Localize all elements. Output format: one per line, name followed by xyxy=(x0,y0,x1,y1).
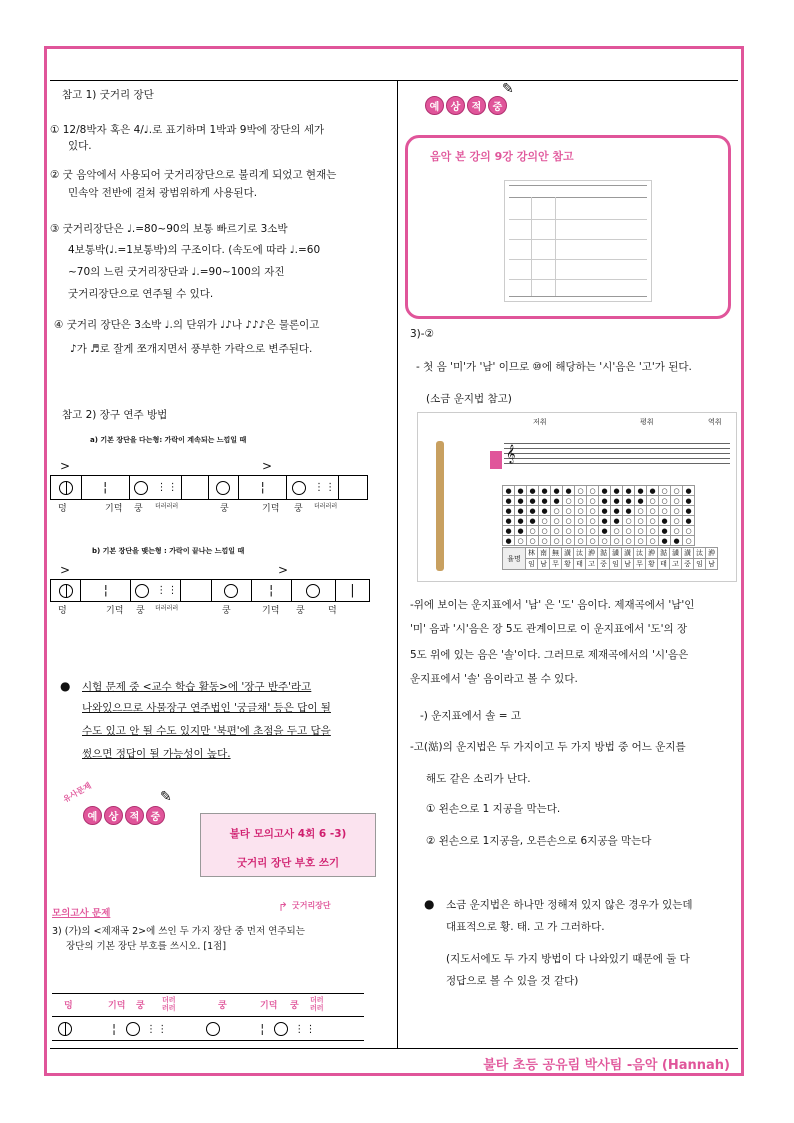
fingering-chart xyxy=(417,412,737,582)
open-hole: ○ xyxy=(551,536,563,546)
closed-hole: ● xyxy=(527,496,539,506)
beat-label: 기덕 xyxy=(262,606,280,616)
answer-label: 쿵 xyxy=(136,1001,145,1011)
open-hole: ○ xyxy=(587,526,599,536)
deong-symbol xyxy=(59,481,73,495)
method-line: ① 왼손으로 1 지공을 막는다. xyxy=(426,803,561,815)
closed-hole: ● xyxy=(635,496,647,506)
pattern-b-caption: b) 기본 장단을 맺는형 : 가락이 끝나는 느낌일 때 xyxy=(92,547,245,555)
open-hole: ○ xyxy=(587,496,599,506)
accent-mark: > xyxy=(60,563,71,577)
hole-row xyxy=(503,486,695,496)
roll-symbol: ⋮ ⋮ xyxy=(156,482,177,493)
open-hole: ○ xyxy=(623,536,635,546)
open-hole: ○ xyxy=(539,536,551,546)
beat-label: 쿵 xyxy=(136,606,145,616)
yesang-char: 예 xyxy=(83,806,102,825)
note: 汰 xyxy=(694,548,706,559)
sound: 고 xyxy=(670,559,682,570)
closed-hole: ● xyxy=(683,486,695,496)
similar-tag: 유사문제 xyxy=(61,780,93,805)
note: 汰 xyxy=(634,548,646,559)
go-line: 해도 같은 소리가 난다. xyxy=(426,773,531,785)
gideok-symbol: ¦ xyxy=(260,480,265,495)
go-line: -고(㴌)의 운지법은 두 가지이고 두 가지 방법 중 어느 운지를 xyxy=(410,741,686,753)
open-hole: ○ xyxy=(563,536,575,546)
kung-symbol xyxy=(274,1022,288,1036)
open-hole: ○ xyxy=(623,516,635,526)
open-hole: ○ xyxy=(575,486,587,496)
closed-hole: ● xyxy=(599,506,611,516)
sound: 남 xyxy=(622,559,634,570)
open-hole: ○ xyxy=(683,526,695,536)
deong-symbol xyxy=(59,584,73,598)
kung-symbol xyxy=(134,481,148,495)
note: 㴌 xyxy=(658,548,670,559)
fing-group: 저취 xyxy=(533,418,547,426)
kung-symbol xyxy=(292,481,306,495)
pen-icon: ✎ xyxy=(160,789,172,805)
explanation-line: 운지표에서 '솔' 음이라고 볼 수 있다. xyxy=(410,673,578,685)
hole-row xyxy=(503,536,695,546)
closed-hole: ● xyxy=(659,536,671,546)
open-hole: ○ xyxy=(611,526,623,536)
ref1-line: ② 굿 음악에서 사용되어 굿거리장단으로 불리게 되었고 현재는 xyxy=(50,169,337,181)
kung-symbol xyxy=(224,584,238,598)
open-hole: ○ xyxy=(635,536,647,546)
lecture-ref-box xyxy=(405,135,731,319)
fing-group: 평취 xyxy=(640,418,654,426)
open-hole: ○ xyxy=(671,506,683,516)
sound: 무 xyxy=(634,559,646,570)
yesang-char: 중 xyxy=(488,96,507,115)
ref1-line: ④ 굿거리 장단은 3소박 ♩.의 단위가 ♩♪나 ♪♪♪은 물론이고 xyxy=(54,319,320,331)
answer-label: 기덕 xyxy=(260,1001,278,1011)
open-hole: ○ xyxy=(647,516,659,526)
closed-hole: ● xyxy=(683,516,695,526)
roll-symbol: ⋮ ⋮ xyxy=(156,585,177,596)
open-hole: ○ xyxy=(551,526,563,536)
open-hole: ○ xyxy=(575,536,587,546)
open-hole: ○ xyxy=(515,536,527,546)
sound: 남 xyxy=(706,559,718,570)
mock-box-line: 굿거리 장단 부호 쓰기 xyxy=(236,857,340,869)
sogeum-flute-icon xyxy=(436,441,444,571)
pattern-a-caption: a) 기본 장단을 다는형: 가락이 계속되는 느낌일 때 xyxy=(90,436,247,444)
treble-clef-icon: 𝄞 xyxy=(506,444,516,463)
open-hole: ○ xyxy=(683,536,695,546)
note: 㶂 xyxy=(610,548,622,559)
open-hole: ○ xyxy=(599,536,611,546)
ref1-title: 참고 1) 굿거리 장단 xyxy=(62,89,154,101)
open-hole: ○ xyxy=(587,536,599,546)
footer: 불타 초등 공유림 박사팀 -음악 (Hannah) xyxy=(483,1058,730,1073)
bullet-line: 나와있으므로 사물장구 연주법인 '궁글채' 등은 답이 될 xyxy=(82,702,331,714)
ref1-line: 민속악 전반에 걸쳐 광범위하게 사용된다. xyxy=(68,187,258,199)
beat-label: 더러러러 xyxy=(314,503,338,510)
explanation-line: -위에 보이는 운지표에서 '남' 은 '도' 음이다. 제재곡에서 '남'인 xyxy=(410,599,695,611)
closed-hole: ● xyxy=(551,486,563,496)
closed-hole: ● xyxy=(683,496,695,506)
kung-symbol xyxy=(306,584,320,598)
kung-symbol xyxy=(206,1022,220,1036)
note: 南 xyxy=(538,548,550,559)
ref1-line: ~70의 느린 굿거리장단과 ♩.=90~100의 자진 xyxy=(68,266,285,278)
sound: 중 xyxy=(682,559,694,570)
ref1-line: ① 12/8박자 혹은 4/♩.로 표기하며 1박과 9박에 장단의 세가 xyxy=(50,124,325,136)
open-hole: ○ xyxy=(587,516,599,526)
closed-hole: ● xyxy=(599,496,611,506)
open-hole: ○ xyxy=(623,526,635,536)
closed-hole: ● xyxy=(503,486,515,496)
pattern-b-labels xyxy=(50,603,370,617)
note: 㴌 xyxy=(598,548,610,559)
beat-label: 쿵 xyxy=(222,606,231,616)
sound: 고 xyxy=(586,559,598,570)
bullet-line: 수도 있고 안 될 수도 있지만 '북편'에 초점을 두고 답을 xyxy=(82,725,331,737)
open-hole: ○ xyxy=(527,526,539,536)
open-hole: ○ xyxy=(575,506,587,516)
eq-line: -) 운지표에서 솔 = 고 xyxy=(420,710,522,722)
sound: 임 xyxy=(526,559,538,570)
beat-label: 기덕 xyxy=(262,504,280,514)
open-hole: ○ xyxy=(635,516,647,526)
fingering-names xyxy=(502,547,718,570)
sound: 태 xyxy=(574,559,586,570)
hole-row xyxy=(503,496,695,506)
roll-symbol: ⋮ ⋮ xyxy=(313,482,335,493)
note: 㶂 xyxy=(670,548,682,559)
open-hole: ○ xyxy=(539,516,551,526)
open-hole: ○ xyxy=(563,506,575,516)
mock-question: 장단의 기본 장단 부호를 쓰시오. [1점] xyxy=(66,941,227,952)
sound: 중 xyxy=(598,559,610,570)
chart-label-box xyxy=(490,451,502,469)
closed-hole: ● xyxy=(527,506,539,516)
closed-hole: ● xyxy=(683,506,695,516)
answer-line: - 첫 음 '미'가 '남' 이므로 ⑩에 해당하는 '시'음은 '고'가 된다. xyxy=(416,361,692,373)
kung-symbol xyxy=(135,584,149,598)
open-hole: ○ xyxy=(551,506,563,516)
open-hole: ○ xyxy=(635,526,647,536)
answer-label: 쿵 xyxy=(290,1001,299,1011)
open-hole: ○ xyxy=(671,486,683,496)
closed-hole: ● xyxy=(599,526,611,536)
sound: 임 xyxy=(610,559,622,570)
bullet-dot: ● xyxy=(60,679,71,693)
beat-label: 기덕 xyxy=(105,504,123,514)
gideok-symbol: ¦ xyxy=(102,480,108,495)
pattern-a-labels xyxy=(50,501,370,515)
closed-hole: ● xyxy=(611,496,623,506)
accent-mark: > xyxy=(262,459,273,473)
accent-mark: > xyxy=(278,563,289,577)
closed-hole: ● xyxy=(623,486,635,496)
staff xyxy=(504,443,730,467)
answer-label: 더러 러러 xyxy=(162,996,176,1012)
note-line: 대표적으로 황. 태. 고 가 그러하다. xyxy=(446,921,605,933)
beat-label: 더러러러 xyxy=(155,503,179,510)
method-line: ② 왼손으로 1지공을, 오른손으로 6지공을 막는다 xyxy=(426,835,652,847)
closed-hole: ● xyxy=(515,516,527,526)
deok-symbol: | xyxy=(350,583,355,598)
open-hole: ○ xyxy=(575,516,587,526)
ref1-line: 굿거리장단으로 연주될 수 있다. xyxy=(68,288,214,300)
arrow-icon: ↱ xyxy=(278,900,289,914)
roll-symbol: ⋮ ⋮ xyxy=(146,1023,167,1035)
mock-title: 모의고사 문제 xyxy=(52,908,111,919)
closed-hole: ● xyxy=(551,496,563,506)
closed-hole: ● xyxy=(539,486,551,496)
yesang-char: 상 xyxy=(104,806,123,825)
note: 無 xyxy=(550,548,562,559)
open-hole: ○ xyxy=(671,526,683,536)
answer-label: 기덕 xyxy=(108,1001,126,1011)
closed-hole: ● xyxy=(503,516,515,526)
note: 㳞 xyxy=(646,548,658,559)
note-line: 소금 운지법은 하나만 정해져 있지 않은 경우가 있는데 xyxy=(446,899,693,911)
note: 潢 xyxy=(622,548,634,559)
yesang-char: 예 xyxy=(425,96,444,115)
explanation-line: '미' 음과 '시'음은 장 5도 관계이므로 이 운지표에서 '도'의 장 xyxy=(410,623,688,635)
gideok-symbol: ¦ xyxy=(260,1022,265,1036)
ref2-title: 참고 2) 장구 연주 방법 xyxy=(62,409,168,421)
closed-hole: ● xyxy=(659,526,671,536)
note-paren: (지도서에도 두 가지 방법이 다 나와있기 때문에 둘 다 xyxy=(446,953,690,965)
janggu-pattern-a xyxy=(50,475,368,500)
beat-label: 쿵 xyxy=(296,606,305,616)
kung-symbol xyxy=(216,481,230,495)
closed-hole: ● xyxy=(503,536,515,546)
answer-number: 3)-② xyxy=(410,328,434,340)
fingering-table xyxy=(502,485,695,546)
note: 汰 xyxy=(574,548,586,559)
ref1-line: 4보통박(♩.=1보통박)의 구조이다. (속도에 따라 ♩.=60 xyxy=(68,244,321,256)
ref1-line: ③ 굿거리장단은 ♩.=80~90의 보통 빠르기로 3소박 xyxy=(50,223,288,235)
answer-label: 덩 xyxy=(64,1001,73,1011)
beat-label: 덩 xyxy=(58,606,67,616)
lecture-thumbnail xyxy=(504,180,652,302)
beat-label: 기덕 xyxy=(106,606,124,616)
closed-hole: ● xyxy=(671,536,683,546)
open-hole: ○ xyxy=(647,496,659,506)
answer-label: 쿵 xyxy=(218,1001,227,1011)
open-hole: ○ xyxy=(575,496,587,506)
open-hole: ○ xyxy=(563,496,575,506)
answer-labels xyxy=(52,998,364,1016)
closed-hole: ● xyxy=(635,486,647,496)
explanation-line: 5도 위에 있는 음은 '솔'이다. 그러므로 제재곡에서의 '시'음은 xyxy=(410,649,689,661)
mock-arrow-label: 굿거리장단 xyxy=(292,901,331,910)
closed-hole: ● xyxy=(503,496,515,506)
hole-row xyxy=(503,506,695,516)
note: 㳞 xyxy=(706,548,718,559)
closed-hole: ● xyxy=(527,516,539,526)
sound: 무 xyxy=(550,559,562,570)
fingering-ref: (소금 운지법 참고) xyxy=(426,393,512,405)
yesang-badge xyxy=(425,96,507,115)
sound: 태 xyxy=(658,559,670,570)
beat-label: 쿵 xyxy=(294,504,303,514)
gideok-symbol: ¦ xyxy=(112,1022,117,1036)
gideok-symbol: ¦ xyxy=(103,583,108,598)
yesang-char: 적 xyxy=(467,96,486,115)
note: 㳞 xyxy=(586,548,598,559)
bullet-line: 썼으면 정답이 될 가능성이 높다. xyxy=(82,748,231,760)
closed-hole: ● xyxy=(599,486,611,496)
open-hole: ○ xyxy=(527,536,539,546)
yesang-char: 상 xyxy=(446,96,465,115)
closed-hole: ● xyxy=(623,496,635,506)
open-hole: ○ xyxy=(659,486,671,496)
closed-hole: ● xyxy=(539,496,551,506)
mock-question: 3) (가)의 <제재곡 2>에 쓰인 두 가지 장단 중 먼저 연주되는 xyxy=(52,926,305,937)
closed-hole: ● xyxy=(503,506,515,516)
row-label: 율명 xyxy=(503,548,526,570)
open-hole: ○ xyxy=(647,526,659,536)
yesang-char: 중 xyxy=(146,806,165,825)
closed-hole: ● xyxy=(515,486,527,496)
open-hole: ○ xyxy=(563,516,575,526)
open-hole: ○ xyxy=(647,506,659,516)
beat-label: 더러러러 xyxy=(155,605,179,612)
pen-icon: ✎ xyxy=(502,81,514,97)
open-hole: ○ xyxy=(575,526,587,536)
column-divider xyxy=(397,80,398,1048)
kung-symbol xyxy=(126,1022,140,1036)
closed-hole: ● xyxy=(647,486,659,496)
sound: 임 xyxy=(694,559,706,570)
open-hole: ○ xyxy=(563,526,575,536)
beat-label: 덩 xyxy=(58,504,67,514)
open-hole: ○ xyxy=(659,506,671,516)
open-hole: ○ xyxy=(551,516,563,526)
closed-hole: ● xyxy=(611,486,623,496)
closed-hole: ● xyxy=(515,506,527,516)
open-hole: ○ xyxy=(587,506,599,516)
hole-row xyxy=(503,526,695,536)
bullet-dot: ● xyxy=(424,897,435,911)
note: 潢 xyxy=(682,548,694,559)
fing-group: 역취 xyxy=(708,418,722,426)
janggu-pattern-b xyxy=(50,579,370,602)
open-hole: ○ xyxy=(587,486,599,496)
beat-label: 쿵 xyxy=(134,504,143,514)
gideok-symbol: ¦ xyxy=(268,583,274,598)
mock-box-line: 불타 모의고사 4회 6 -3) xyxy=(229,828,347,840)
closed-hole: ● xyxy=(503,526,515,536)
yesang-char: 적 xyxy=(125,806,144,825)
closed-hole: ● xyxy=(611,516,623,526)
closed-hole: ● xyxy=(539,506,551,516)
ref1-line: 있다. xyxy=(68,140,92,152)
mock-exam-box xyxy=(200,813,376,877)
open-hole: ○ xyxy=(671,516,683,526)
note: 林 xyxy=(526,548,538,559)
closed-hole: ● xyxy=(515,526,527,536)
closed-hole: ● xyxy=(527,486,539,496)
hole-row xyxy=(503,516,695,526)
closed-hole: ● xyxy=(563,486,575,496)
bottom-rule xyxy=(50,1048,738,1049)
closed-hole: ● xyxy=(599,516,611,526)
open-hole: ○ xyxy=(635,506,647,516)
top-rule xyxy=(50,80,738,81)
yesang-badge xyxy=(83,806,165,825)
bullet-line: 시험 문제 중 <교수 학습 활동>에 '장구 반주'라고 xyxy=(82,681,312,693)
note-paren: 정답으로 볼 수 있을 것 같다) xyxy=(446,975,579,987)
ref1-line: ♪가 ♬로 잘게 쪼개지면서 풍부한 가락으로 변주된다. xyxy=(70,343,313,355)
beat-label: 쿵 xyxy=(220,504,229,514)
roll-symbol: ⋮ ⋮ xyxy=(294,1023,315,1035)
answer-label: 더러 러러 xyxy=(310,996,324,1012)
deong-symbol xyxy=(58,1022,72,1036)
closed-hole: ● xyxy=(623,506,635,516)
sound: 황 xyxy=(562,559,574,570)
open-hole: ○ xyxy=(539,526,551,536)
closed-hole: ● xyxy=(611,506,623,516)
accent-mark: > xyxy=(60,459,71,473)
open-hole: ○ xyxy=(671,496,683,506)
sound: 남 xyxy=(538,559,550,570)
beat-label: 덕 xyxy=(328,606,337,616)
note: 潢 xyxy=(562,548,574,559)
answer-symbols xyxy=(58,1020,314,1038)
closed-hole: ● xyxy=(515,496,527,506)
open-hole: ○ xyxy=(659,496,671,506)
answer-table xyxy=(52,993,364,1041)
open-hole: ○ xyxy=(647,536,659,546)
closed-hole: ● xyxy=(659,516,671,526)
open-hole: ○ xyxy=(611,536,623,546)
box-title: 음악 본 강의 9강 강의안 참고 xyxy=(430,150,574,163)
sound: 황 xyxy=(646,559,658,570)
